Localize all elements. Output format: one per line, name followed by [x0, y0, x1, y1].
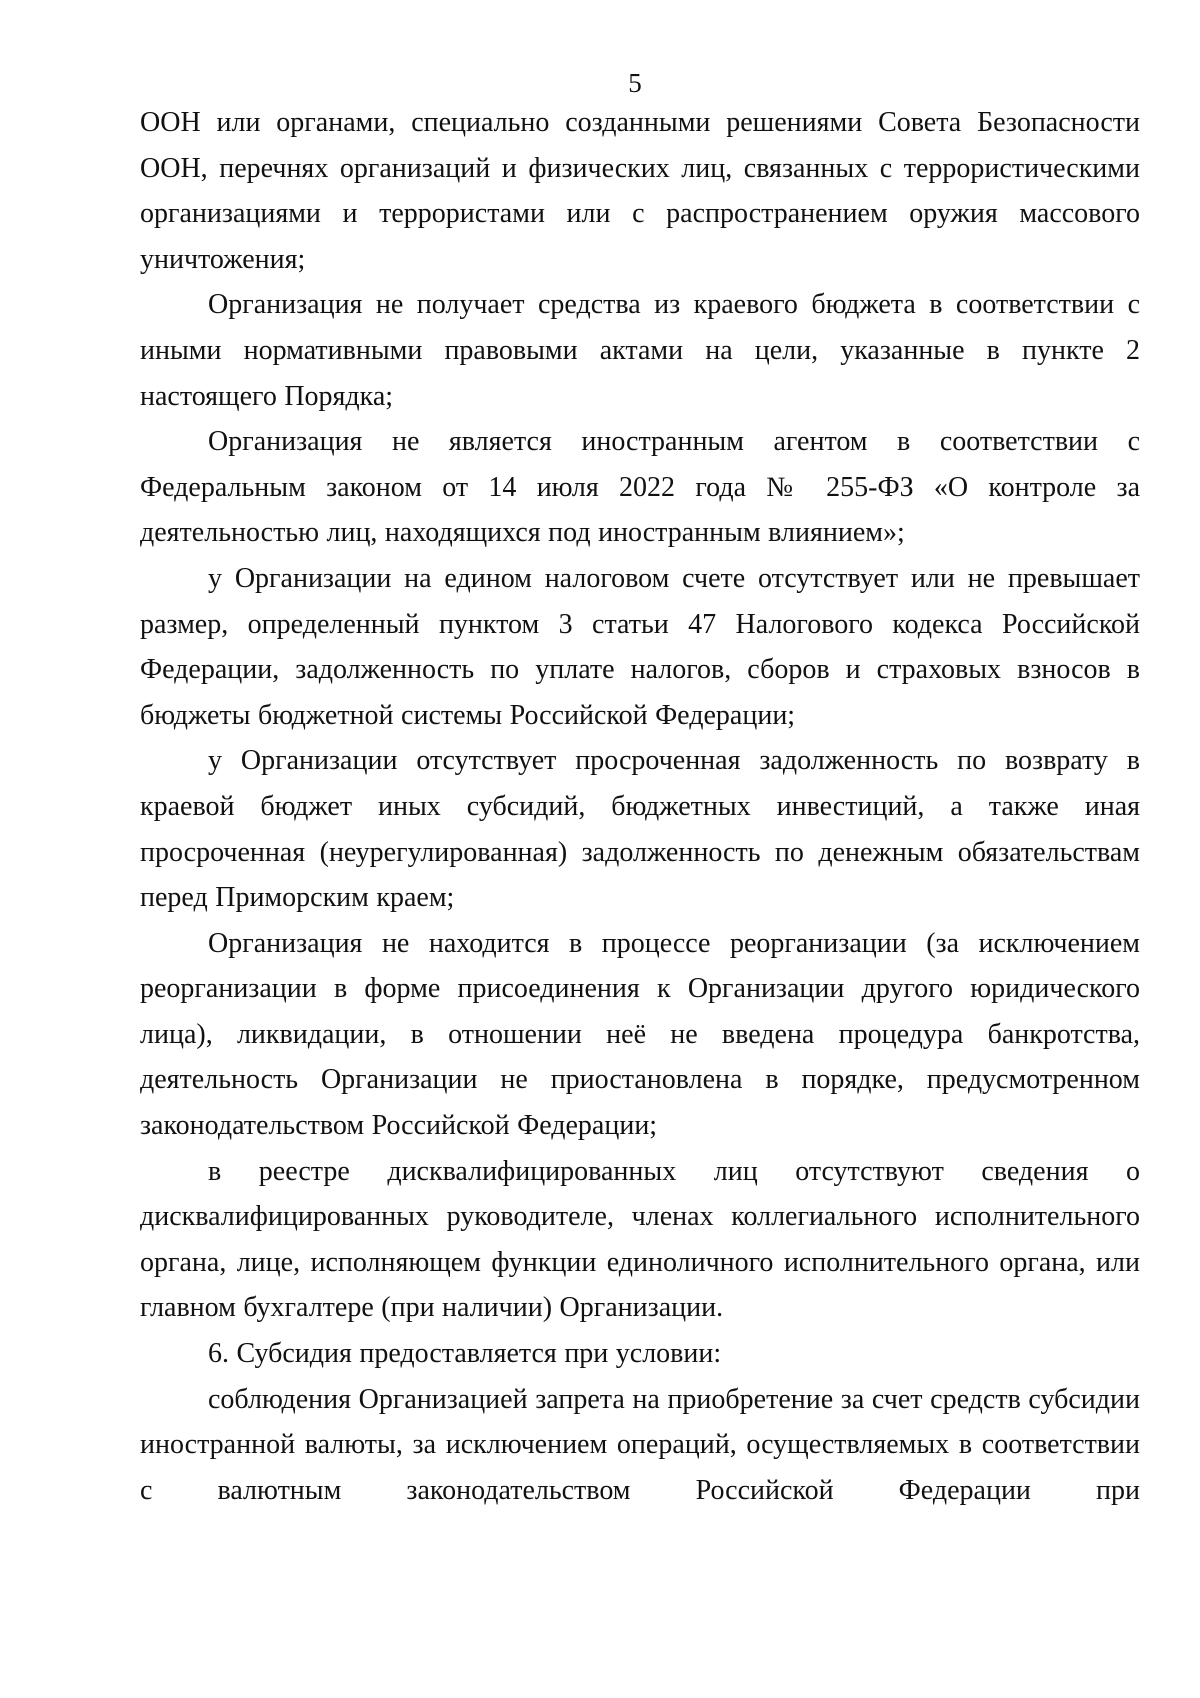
paragraph-continuation: ООН или органами, специально созданными решениями Совета Безопасности ООН, перечнях организаций и физических лиц, связанных с террористическими организациями и террористами или с распространением оружия массового уничтожения;: [140, 107, 1140, 275]
paragraph-not-foreign-agent: Организация не является иностранным агентом в соответствии с Федеральным законом от 14 июля 2022 года № 255-ФЗ «О контроле за деятельностью лиц, находящихся под иностранным влиянием»;: [140, 426, 1140, 549]
paragraph-overdue-debt: у Организации отсутствует просроченная задолженность по возврату в краевой бюджет иных субсидий, бюджетных инвестиций, а также иная просроченная (неурегулированная) задолженность по денежным обязательствам перед Приморским краем;: [140, 745, 1140, 914]
paragraph-no-other-budget-funds: Организация не получает средства из краевого бюджета в соответствии с иными нормативными правовыми актами на цели, указанные в пункте 2 настоящего Порядка;: [140, 289, 1140, 412]
paragraph-section-6-heading: 6. Субсидия предоставляется при условии:: [208, 1338, 722, 1370]
paragraph-currency-condition: соблюдения Организацией запрета на приобретение за счет средств субсидии иностранной валюты, за исключением операций, осуществляемых в соответствии с валютным законодательством Российской Федерации при: [140, 1383, 1140, 1506]
paragraph-tax-debt: у Организации на едином налоговом счете отсутствует или не превышает размер, определенный пунктом 3 статьи 47 Налогового кодекса Российской Федерации, задолженность по уплате налогов, сборов и страховых взносов в бюджеты бюджетной системы Российской Федерации;: [140, 562, 1140, 731]
paragraph-disqualified-persons: в реестре дисквалифицированных лиц отсутствуют сведения о дисквалифицированных руководителе, членах коллегиального исполнительного органа, лице, исполняющем функции единоличного исполнительного органа, или главном бухгалтере (при наличии) Организации.: [140, 1155, 1140, 1324]
paragraph-reorganization: Организация не находится в процессе реорганизации (за исключением реорганизации в форме присоединения к Организации другого юридического лица), ликвидации, в отношении неё не введена процедура банкротства, деятельность Организации не приостановлена в порядке, предусмотренном законодательством Российской Федерации;: [140, 927, 1140, 1142]
page-number: 5: [628, 68, 642, 98]
document-body: [140, 100, 1140, 1513]
